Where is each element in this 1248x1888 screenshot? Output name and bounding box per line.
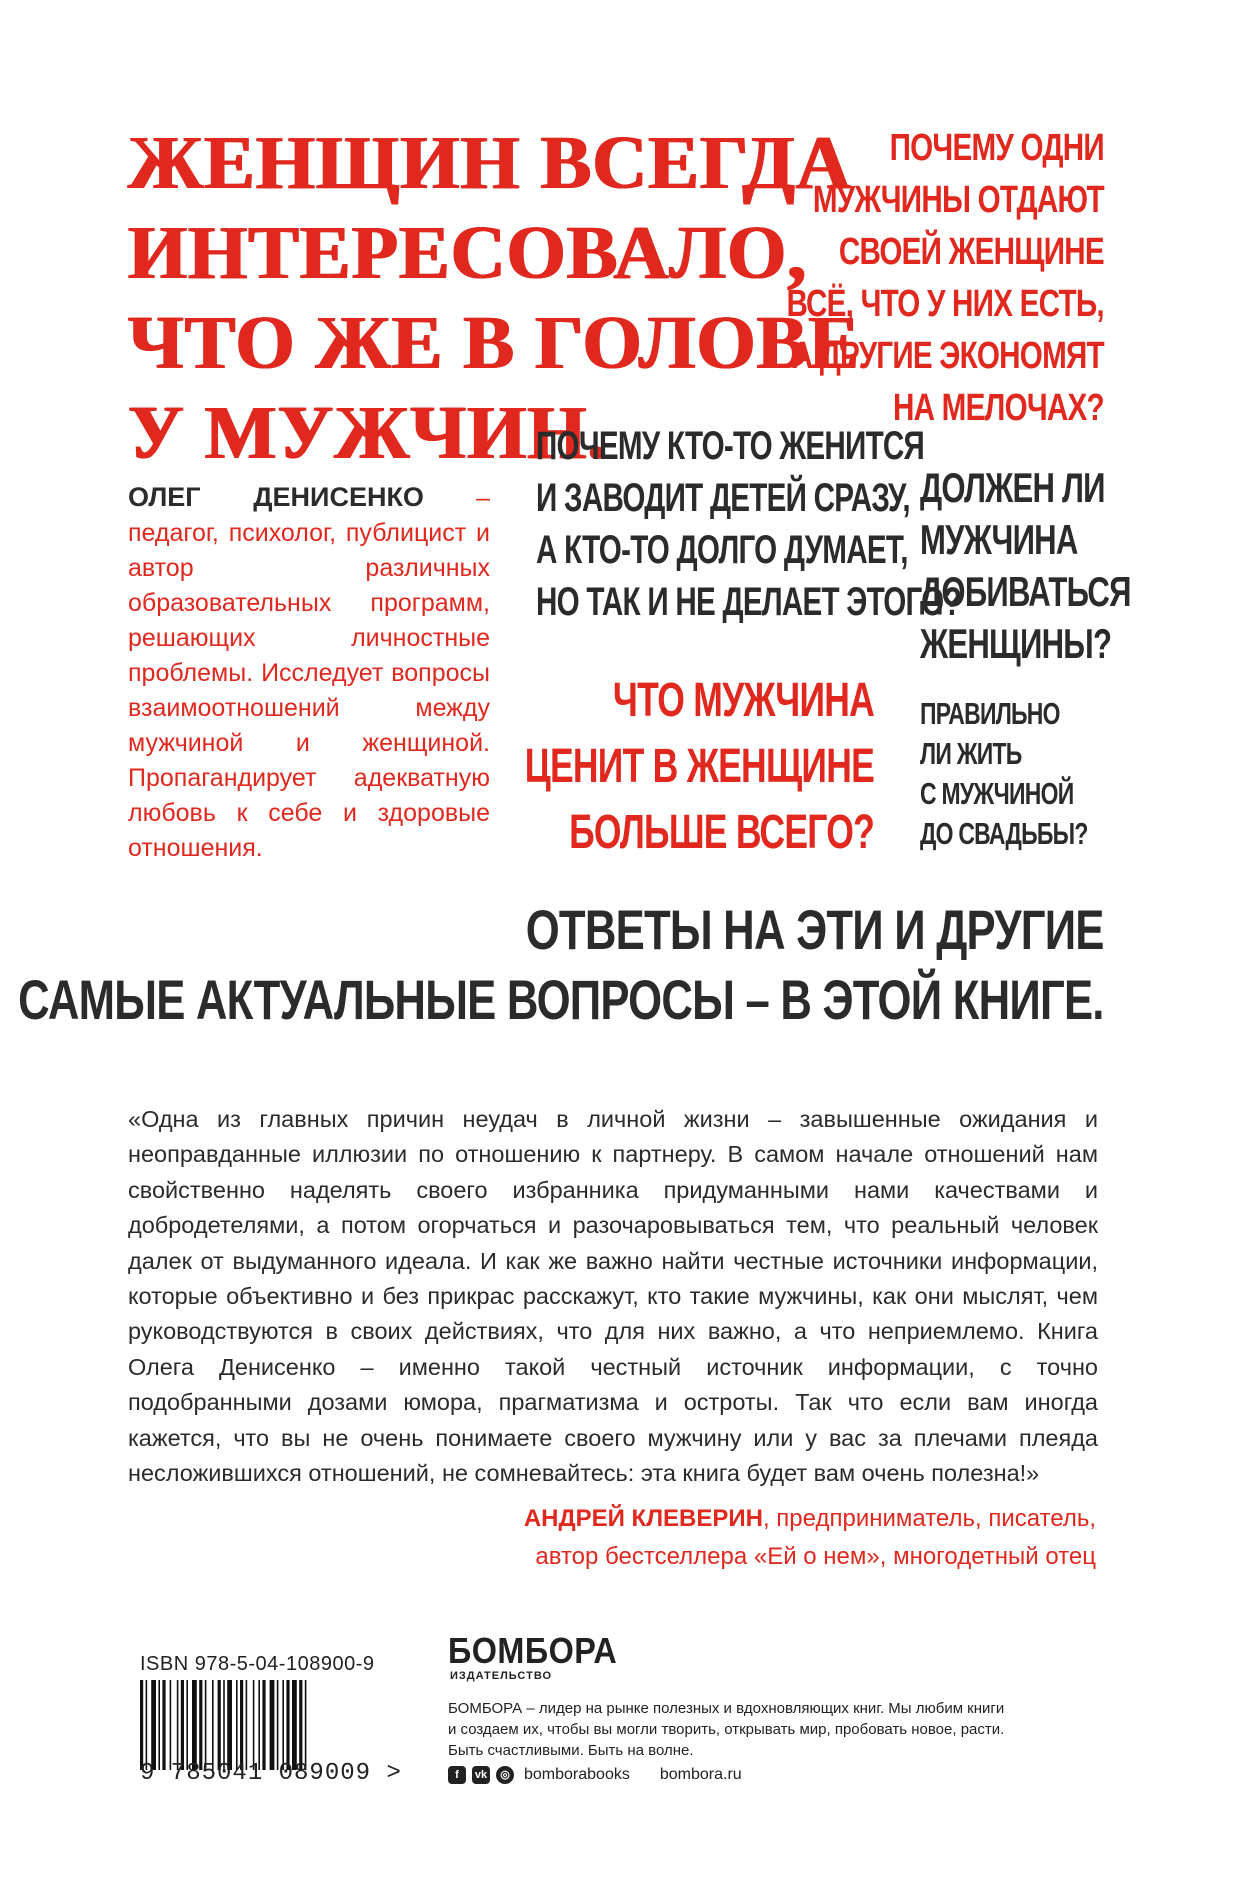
answers-tagline	[18, 895, 1104, 1035]
answers-line: САМЫЕ АКТУАЛЬНЫЕ ВОПРОСЫ – В ЭТОЙ КНИГЕ.	[18, 968, 1104, 1031]
testimonial-quote: «Одна из главных причин неудач в личной жизни – завышенные ожидания и неоправданные иллюзии по отношению к партнеру. В самом начале отношений нам свойственно наделять своего избранника придуманными нами качествами и добродетелями, а потом огорчаться и разочаровываться тем, что реальный человек далек от выдуманного идеала. И как же важно найти честные источники информации, которые объективно и без прикрас расскажут, кто такие мужчины, как они мыслят, чем руководствуются в своих действиях, что для них важно, а что неприемлемо. Книга Олега Денисенко – именно такой честный источник информации, с точно подобранными дозами юмора, прагматизма и остроты. Так что если вам иногда кажется, что вы не очень понимаете своего мужчину или у вас за плечами плеяда несложившихся отношений, не сомневайтесь: эта книга будет вам очень полезна!»	[128, 1106, 1098, 1487]
author-bio-text: – педагог, психолог, публицист и автор различных образовательных программ, решающих личностные проблемы. Исследует вопросы взаимоотношений между мужчиной и женщиной. Пропагандирует адекватную любовь к себе и здоровые отношения.	[128, 484, 490, 862]
publisher-social	[448, 1766, 742, 1784]
question-line: МУЖЧИНА	[920, 516, 1078, 563]
question-line: ЧТО МУЖЧИНА	[612, 674, 874, 727]
question-line: ПОЧЕМУ ОДНИ	[889, 127, 1104, 169]
author-name: ОЛЕГ ДЕНИСЕНКО	[128, 482, 424, 512]
publisher-subtitle: ИЗДАТЕЛЬСТВО	[450, 1670, 553, 1682]
isbn-label: ISBN 978-5-04-108900-9	[140, 1653, 375, 1675]
question-line: А КТО-ТО ДОЛГО ДУМАЕТ,	[536, 528, 908, 572]
answers-line: ОТВЕТЫ НА ЭТИ И ДРУГИЕ	[526, 898, 1104, 961]
question-line: ДО СВАДЬБЫ?	[920, 816, 1088, 851]
question-line: НА МЕЛОЧАХ?	[893, 387, 1104, 429]
question-line: МУЖЧИНЫ ОТДАЮТ	[812, 179, 1104, 221]
barcode-digits: 9 785041 089009 >	[140, 1760, 402, 1787]
question-marriage	[536, 420, 961, 628]
headline-line: ЧТО ЖЕ В ГОЛОВЕ	[128, 301, 861, 385]
question-line: ВСЁ, ЧТО У НИХ ЕСТЬ,	[786, 283, 1104, 325]
question-pursuit	[920, 462, 1131, 670]
question-line: ДОЛЖЕН ЛИ	[920, 464, 1105, 511]
question-line: И ЗАВОДИТ ДЕТЕЙ СРАЗУ,	[536, 476, 910, 520]
question-line: ЛИ ЖИТЬ	[920, 736, 1022, 771]
question-values	[525, 668, 874, 866]
question-line: СВОЕЙ ЖЕНЩИНЕ	[839, 231, 1104, 273]
headline-line: У МУЖЧИН.	[128, 391, 608, 475]
question-line: ДОБИВАТЬСЯ	[920, 568, 1131, 615]
question-line: БОЛЬШЕ ВСЕГО?	[569, 806, 874, 859]
instagram-icon[interactable]: ◎	[496, 1766, 514, 1784]
publisher-logo: БОМБОРА	[448, 1630, 618, 1671]
question-generosity	[787, 122, 1104, 434]
question-line: НО ТАК И НЕ ДЕЛАЕТ ЭТОГО?	[536, 580, 961, 624]
publisher-description: БОМБОРА – лидер на рынке полезных и вдохновляющих книг. Мы любим книги и создаем их, чтобы вы могли творить, открывать мир, пробовать новое, расти. Быть счастливыми. Быть на волне.	[448, 1700, 1005, 1759]
testimonial-author-name: АНДРЕЙ КЛЕВЕРИН	[523, 1505, 763, 1532]
author-bio	[128, 480, 490, 866]
question-line: ЖЕНЩИНЫ?	[920, 620, 1112, 667]
barcode	[140, 1680, 372, 1770]
question-line: ПОЧЕМУ КТО-ТО ЖЕНИТСЯ	[536, 424, 925, 468]
facebook-icon[interactable]: f	[448, 1766, 466, 1784]
vk-icon[interactable]: vk	[472, 1766, 490, 1784]
headline-line: ИНТЕРЕСОВАЛО,	[128, 211, 808, 295]
testimonial-author-credits: автор бестселлера «Ей о нем», многодетный отец	[535, 1543, 1096, 1570]
headline-line: ЖЕНЩИН ВСЕГДА	[128, 121, 852, 205]
publisher-site[interactable]: bombora.ru	[659, 1766, 742, 1783]
question-line: ПРАВИЛЬНО	[920, 696, 1060, 731]
question-line: С МУЖЧИНОЙ	[920, 776, 1074, 811]
question-line: ЦЕНИТ В ЖЕНЩИНЕ	[524, 740, 874, 793]
testimonial-author	[524, 1500, 1096, 1576]
publisher-handle[interactable]: bomborabooks	[524, 1766, 630, 1783]
question-line: А ДРУГИЕ ЭКОНОМЯТ	[791, 335, 1104, 377]
testimonial-author-role: , предприниматель, писатель,	[762, 1505, 1096, 1532]
question-cohabitation	[920, 694, 1088, 854]
